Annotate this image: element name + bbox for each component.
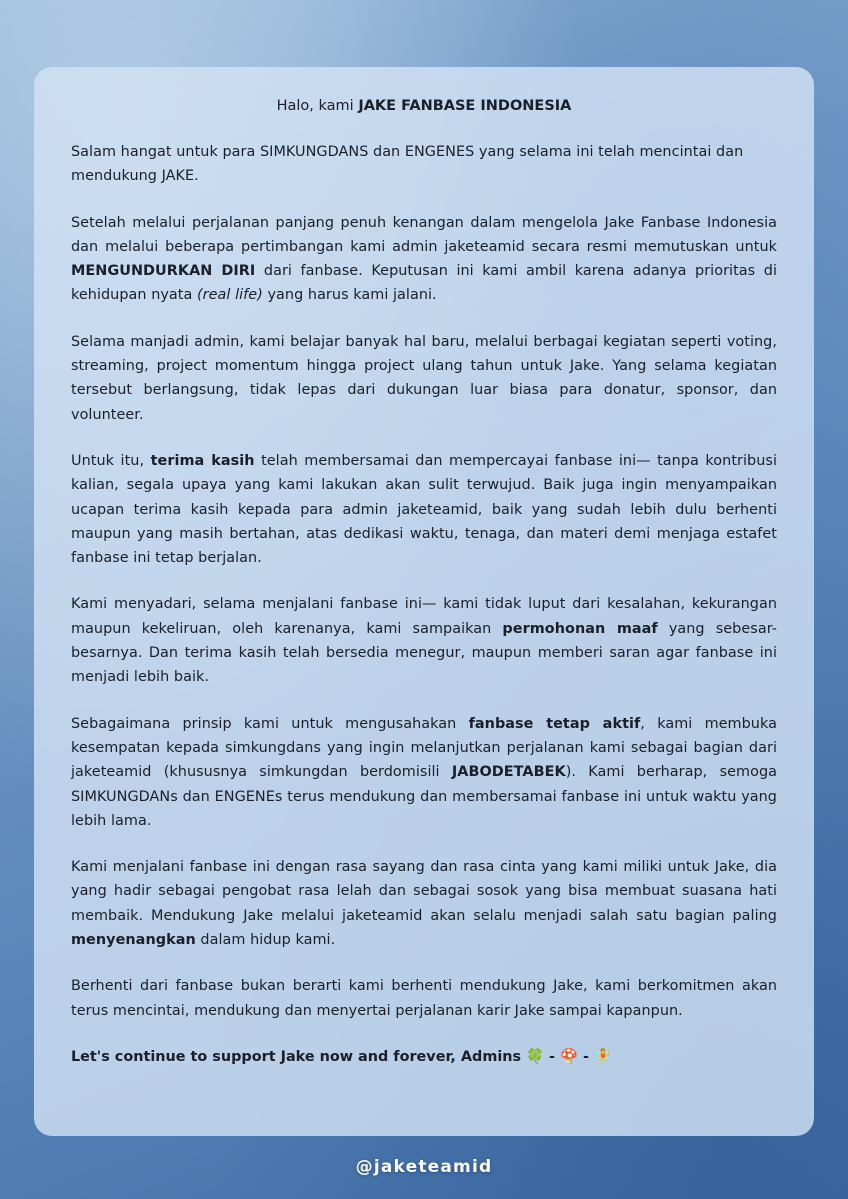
text-span: ). Kami berharap, semoga SIMKUNGDANs dan ENGENEs terus mendukung dan membersamai fanbase ini untuk waktu yang lebih lama. [71, 764, 777, 829]
letter-headline [71, 95, 777, 117]
emphasis-region: JABODETABEK [451, 764, 566, 781]
paragraph-commitment: Berhenti dari fanbase bukan berarti kami berhenti mendukung Jake, kami berkomitmen akan terus mencintai, mendukung dan menyertai perjalanan karir Jake sampai kapanpun. [71, 978, 777, 1019]
text-span: telah membersamai dan mempercayai fanbase ini— tanpa kontribusi kalian, segala upaya yang kami lakukan akan sulit terwujud. Baik juga ingin menyampaikan ucapan terima kasih kepada para admin jaketeamid, baik yang sudah lebih dulu berhenti maupun yang masih bertahan, atas dedikasi waktu, tenaga, dan materi demi menjaga estafet fanbase ini tetap berjalan. [71, 452, 777, 567]
text-span: Untuk itu, [71, 452, 151, 469]
mushroom-icon: 🍄 [560, 1048, 578, 1065]
text-span: Kami menyadari, selama menjalani fanbase ini— kami tidak luput dari kesalahan, kekurangan maupun kekeliruan, oleh karenanya, kami sampaikan [71, 596, 777, 637]
fairy-icon: 🧚 [593, 1048, 612, 1065]
closing-text: Let's continue to support Jake now and forever, Admins [71, 1048, 527, 1065]
footer-handle: @jaketeamid [355, 1157, 493, 1177]
text-span: dari fanbase. Keputusan ini kami ambil karena adanya prioritas di kehidupan nyata [71, 263, 778, 304]
emphasis-thanks: terima kasih [150, 452, 255, 469]
headline-fanbase-name: JAKE FANBASE INDONESIA [358, 98, 572, 114]
emphasis-apology: permohonan maaf [502, 620, 658, 637]
closing-line [71, 1045, 777, 1069]
paragraph-recruitment [71, 712, 777, 833]
text-span: , kami membuka kesempatan kepada simkungdans yang ingin melanjutkan perjalanan kami sebagai bagian dari jaketeamid (khususnya simkungdan berdomisili [71, 715, 777, 781]
text-span: yang sebesar-besarnya. Dan terima kasih telah bersedia menegur, maupun memberi saran agar fanbase ini menjadi lebih baik. [71, 620, 777, 686]
closing-separator: - [577, 1048, 594, 1065]
headline-prefix: Halo, kami [276, 98, 359, 114]
emphasis-real-life: (real life) [197, 287, 263, 304]
paragraph-resignation [71, 211, 777, 308]
paragraph-apology [71, 592, 777, 689]
paragraph-experience: Selama manjadi admin, kami belajar banyak hal baru, melalui berbagai kegiatan seperti voting, streaming, project momentum hingga project ulang tahun untuk Jake. Yang selama kegiatan tersebut berlangsung, tidak lepas dari dukungan luar biasa para donatur, sponsor, dan volunteer. [71, 333, 777, 423]
text-span: Kami menjalani fanbase ini dengan rasa sayang dan rasa cinta yang kami miliki untuk Jake, dia yang hadir sebagai pengobat rasa lelah dan sebagai sosok yang bisa membuat suasana hati membaik. Mendukung Jake melalui jaketeamid akan selalu menjadi salah satu bagian paling [71, 859, 777, 924]
text-span: Setelah melalui perjalanan panjang penuh kenangan dalam mengelola Jake Fanbase Indonesia dan melalui beberapa pertimbangan kami admin jaketeamid secara resmi memutuskan untuk [71, 214, 777, 255]
clover-icon: 🍀 [526, 1048, 545, 1065]
text-span: Sebagaimana prinsip kami untuk mengusahakan [71, 715, 469, 732]
closing-separator: - [544, 1048, 561, 1065]
text-span: dalam hidup kami. [195, 932, 336, 949]
paragraph-greeting: Salam hangat untuk para SIMKUNGDANS dan ENGENES yang selama ini telah mencintai dan mendukung JAKE. [71, 144, 744, 185]
emphasis-fun: menyenangkan [71, 932, 196, 949]
text-span: yang harus kami jalani. [262, 287, 437, 304]
emphasis-resign: MENGUNDURKAN DIRI [71, 263, 256, 280]
paragraph-love [71, 855, 777, 952]
paragraph-thanks [71, 449, 777, 570]
letter-card [34, 67, 814, 1136]
emphasis-active: fanbase tetap aktif [468, 715, 641, 732]
